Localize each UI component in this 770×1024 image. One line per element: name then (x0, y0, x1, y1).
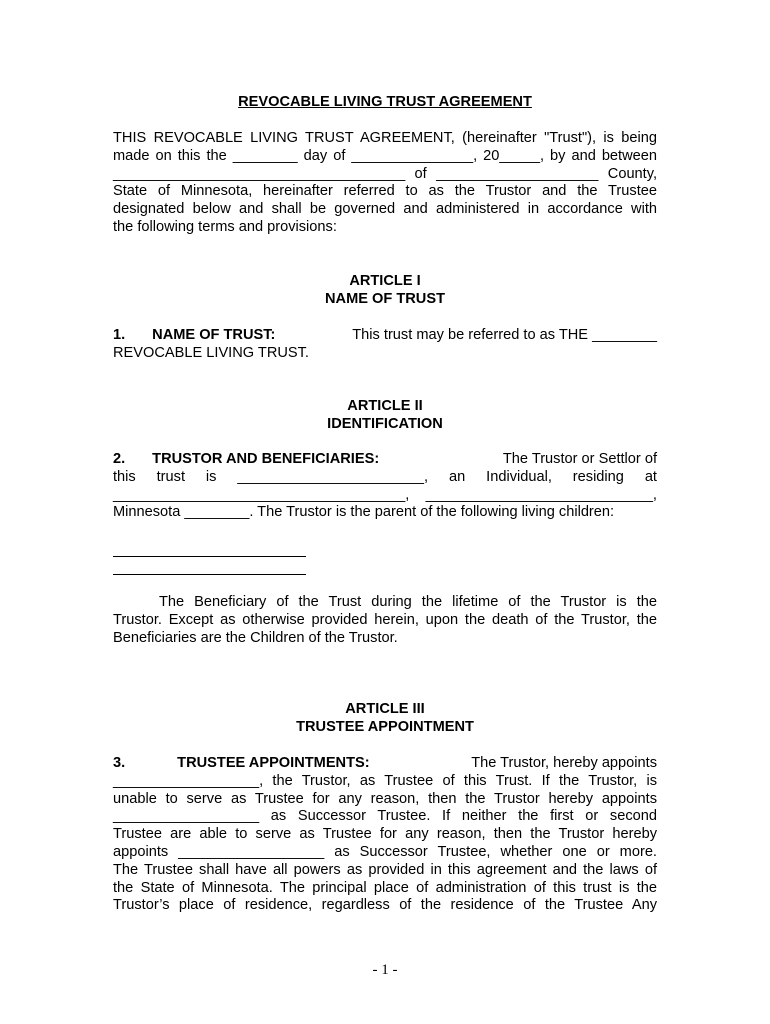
article-3-paragraph (113, 755, 657, 915)
article-1-label-group (113, 327, 275, 345)
beneficiary-line: Trustor. Except as otherwise provided herein, upon the death of the Trustor, the (113, 611, 657, 628)
article-3-heading: ARTICLE III (345, 701, 425, 717)
article-1-line-text: This trust may be referred to as THE ________ (352, 327, 657, 343)
article-2-line-text: The Trustor or Settlor of (502, 451, 657, 467)
article-2-subheading: IDENTIFICATION (327, 416, 443, 432)
intro-line: State of Minnesota, hereinafter referred to as the Trustor and the Trustee (113, 183, 657, 200)
article-2-line: this trust is _______________________, an Individual, residing at (113, 468, 657, 485)
article-3-label: TRUSTEE APPOINTMENTS: (177, 755, 370, 771)
intro-line: ____________________________________ of ____________________ County, (113, 165, 657, 182)
intro-line: made on this the ________ day of _______________, 20_____, by and between (113, 147, 657, 164)
intro-line: THIS REVOCABLE LIVING TRUST AGREEMENT, (hereinafter "Trust"), is being (113, 130, 657, 146)
article-1-number: 1. (113, 327, 126, 343)
article-2-line: Minnesota ________. The Trustor is the parent of the following living children: (113, 504, 615, 521)
article-2-paragraph (113, 451, 657, 522)
article-3-subheading: TRUSTEE APPOINTMENT (296, 719, 474, 735)
article-3-line: the State of Minnesota. The principal place of administration of this trust is the (113, 879, 657, 896)
page-number: - 1 - (372, 962, 398, 978)
article-3-line: unable to serve as Trustee for any reason, then the Trustor hereby appoints (113, 790, 657, 807)
article-2-line: ____________________________________, ____________________________, (113, 486, 657, 503)
article-1-first-line (113, 327, 657, 345)
intro-paragraph (113, 130, 657, 237)
article-1-subheading: NAME OF TRUST (325, 291, 445, 307)
article-2-number: 2. (113, 451, 126, 467)
child-name-blank (113, 574, 306, 575)
article-1-label: NAME OF TRUST: (152, 327, 276, 343)
article-3-label-group (113, 755, 370, 773)
article-2-label-group (113, 451, 379, 469)
article-2-first-line (113, 451, 657, 469)
article-3-line: Trustor’s place of residence, regardless of the residence of the Trustee Any (113, 897, 657, 914)
beneficiary-line: The Beneficiary of the Trust during the lifetime of the Trustor is the (159, 594, 657, 610)
intro-line: designated below and shall be governed and administered in accordance with (113, 201, 657, 218)
article-1-paragraph (113, 327, 657, 363)
document-title: REVOCABLE LIVING TRUST AGREEMENT (238, 94, 532, 110)
article-3-line: appoints __________________ as Successor Trustee, whether one or more. (113, 843, 657, 860)
beneficiary-paragraph (113, 594, 657, 647)
article-2-heading: ARTICLE II (347, 398, 423, 414)
article-3-line-text: The Trustor, hereby appoints (471, 755, 657, 771)
article-3-line: The Trustee shall have all powers as provided in this agreement and the laws of (113, 861, 657, 878)
article-3-first-line (113, 755, 657, 773)
article-3-number: 3. (113, 755, 126, 771)
article-2-label: TRUSTOR AND BENEFICIARIES: (152, 451, 380, 467)
article-3-line: Trustee are able to serve as Trustee for any reason, then the Trustor hereby (113, 826, 657, 843)
intro-line: the following terms and provisions: (113, 218, 337, 235)
article-3-line: __________________, the Trustor, as Trustee of this Trust. If the Trustor, is (113, 772, 657, 789)
article-1-heading: ARTICLE I (349, 273, 421, 289)
article-3-line: __________________ as Successor Trustee. If neither the first or second (113, 808, 657, 825)
beneficiary-line: Beneficiaries are the Children of the Trustor. (113, 629, 398, 646)
article-1-line: REVOCABLE LIVING TRUST. (113, 344, 309, 361)
child-name-blank (113, 556, 306, 557)
